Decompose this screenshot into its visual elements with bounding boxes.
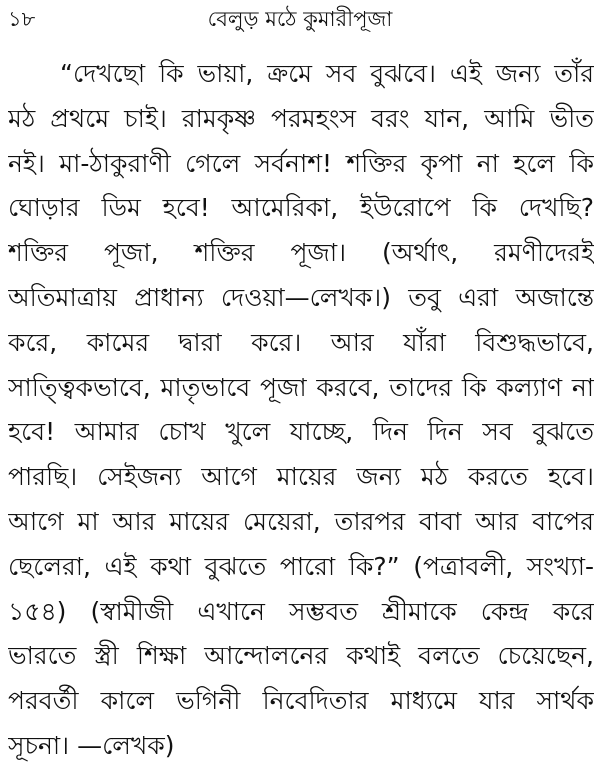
text-line: করে, কামের দ্বারা করে। আর যাঁরা বিশুদ্ধভাবে, — [8, 327, 594, 357]
text-line: সাত্ত্বিকভাবে, মাতৃভাবে পূজা করবে, তাদের কি কল্যাণ না — [8, 372, 594, 402]
text-line: আগে মা আর মায়ের মেয়েরা, তারপর বাবা আর বাপের — [8, 506, 594, 536]
text-line: অতিমাত্রায় প্রাধান্য দেওয়া—লেখক।) তবু এরা অজান্তে — [8, 282, 594, 312]
text-line: পরবর্তী কালে ভগিনী নিবেদিতার মাধ্যমে যার সার্থক — [8, 686, 594, 716]
text-line: শক্তির পূজা, শক্তির পূজা। (অর্থাৎ, রমণীদেরই — [8, 238, 594, 268]
text-line: “দেখছো কি ভায়া, ক্রমে সব বুঝবে। এই জন্য তাঁর — [60, 59, 594, 88]
running-title: বেলুড় মঠে কুমারীপূজা — [207, 7, 393, 31]
text-line: পারছি। সেইজন্য আগে মায়ের জন্য মঠ করতে হবে। — [8, 462, 594, 492]
page-header — [0, 2, 600, 36]
text-line: ছেলেরা, এই কথা বুঝতে পারো কি?” (পত্রাবলী, সংখ্যা- — [8, 551, 594, 581]
text-line: নই। মা-ঠাকুরাণী গেলে সর্বনাশ! শক্তির কৃপা না হলে কি — [8, 148, 594, 178]
text-line: ভারতে স্ত্রী শিক্ষা আন্দোলনের কথাই বলতে চেয়েছেন, — [8, 641, 594, 671]
body-paragraph — [8, 52, 594, 769]
text-line: ঘোড়ার ডিম হবে! আমেরিকা, ইউরোপে কি দেখছি? — [8, 193, 594, 223]
text-line: সূচনা। —লেখক) — [8, 730, 175, 760]
text-line: মঠ প্রথমে চাই। রামকৃষ্ণ পরমহংস বরং যান, আমি ভীত — [8, 103, 594, 133]
text-line: ১৫৪) (স্বামীজী এখানে সম্ভবত শ্রীমাকে কেন্দ্র করে — [8, 596, 594, 626]
page-number: ১৮ — [8, 7, 36, 31]
text-line: হবে! আমার চোখ খুলে যাচ্ছে, দিন দিন সব বুঝতে — [8, 417, 594, 447]
